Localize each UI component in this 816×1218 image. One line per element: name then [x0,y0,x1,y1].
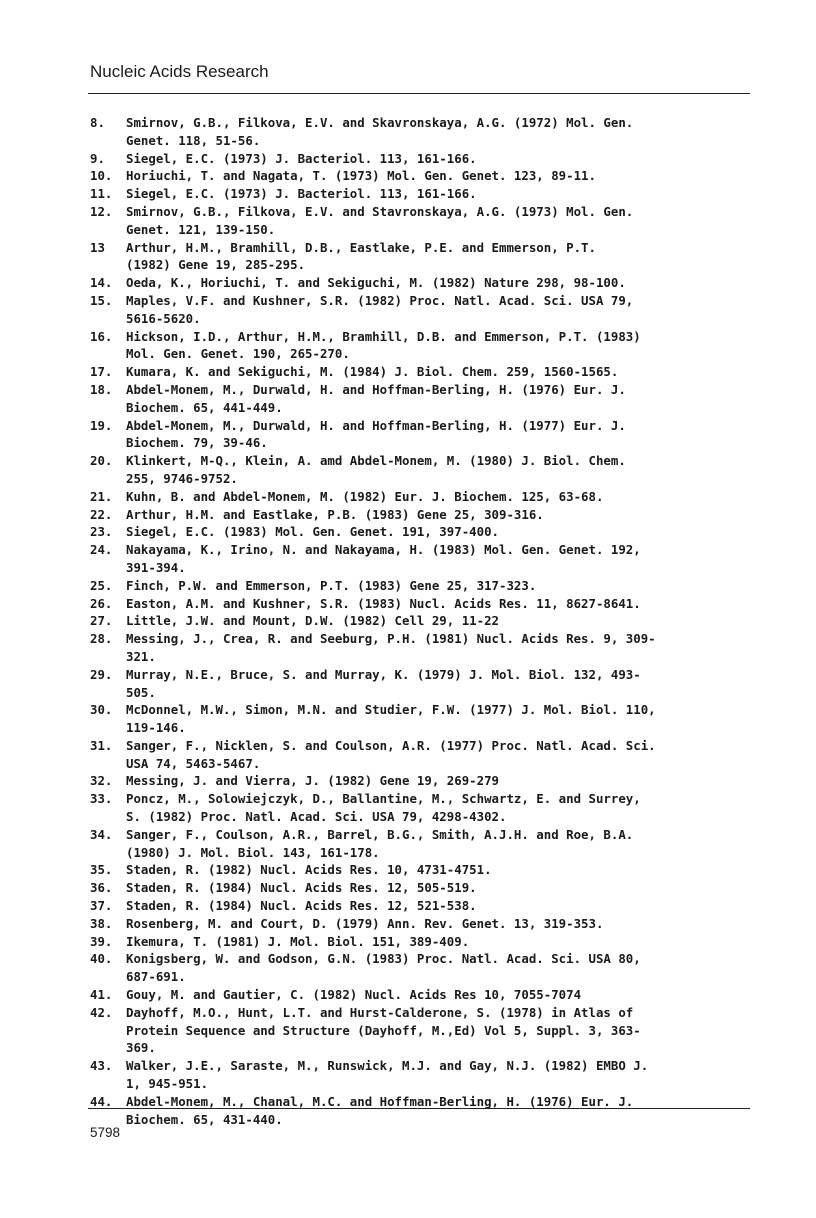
reference-text: Siegel, E.C. (1983) Mol. Gen. Genet. 191, 397-400. [126,524,499,540]
reference-number: 19. [90,417,113,433]
reference-number: 42. [90,1004,113,1020]
reference-text: Sanger, F., Coulson, A.R., Barrel, B.G., Smith, A.J.H. and Roe, B.A. (1980) J. Mol. Biol. 143, 161-178. [126,826,634,860]
reference-text: Staden, R. (1984) Nucl. Acids Res. 12, 505-519. [126,880,477,896]
reference-item [90,790,730,826]
reference-text: Messing, J., Crea, R. and Seeburg, P.H. (1981) Nucl. Acids Res. 9, 309- 321. [126,631,656,664]
reference-text: Klinkert, M-Q., Klein, A. amd Abdel-Monem, M. (1980) J. Biol. Chem. 255, 9746-9752. [126,453,626,486]
reference-text: Abdel-Monem, M., Durwald, H. and Hoffman-Berling, H. (1976) Eur. J. Biochem. 65, 441-449. [126,381,626,415]
reference-text: Gouy, M. and Gautier, C. (1982) Nucl. Acids Res 10, 7055-7074 [126,987,582,1003]
reference-text: Konigsberg, W. and Godson, G.N. (1983) Proc. Natl. Acad. Sci. USA 80, 687-691. [126,951,641,985]
reference-item [90,506,730,524]
reference-number: 12. [90,203,113,219]
reference-item [90,488,730,506]
reference-text: Little, J.W. and Mount, D.W. (1982) Cell 29, 11-22 [126,613,499,629]
reference-item [90,328,730,364]
reference-number: 29. [90,666,113,682]
reference-item [90,541,730,577]
reference-item [90,1093,730,1129]
page-number: 5798 [90,1125,121,1140]
reference-item [90,167,730,185]
reference-item [90,274,730,292]
reference-text: Sanger, F., Nicklen, S. and Coulson, A.R. (1977) Proc. Natl. Acad. Sci. USA 74, 5463-5467. [126,737,656,771]
reference-item [90,701,730,737]
reference-number: 22. [90,506,113,522]
reference-text: Smirnov, G.B., Filkova, E.V. and Stavronskaya, A.G. (1973) Mol. Gen. Genet. 121, 139-150. [126,203,634,237]
reference-text: Smirnov, G.B., Filkova, E.V. and Skavronskaya, A.G. (1972) Mol. Gen. Genet. 118, 51-56. [126,115,634,148]
reference-item [90,417,730,453]
reference-text: Easton, A.M. and Kushner, S.R. (1983) Nucl. Acids Res. 11, 8627-8641. [126,595,641,611]
reference-number: 18. [90,381,113,397]
reference-item [90,986,730,1004]
reference-item [90,292,730,328]
reference-number: 23. [90,524,113,540]
reference-text: Abdel-Monem, M., Chanal, M.C. and Hoffman-Berling, H. (1976) Eur. J. Biochem. 65, 431-440. [126,1093,634,1127]
reference-text: Kuhn, B. and Abdel-Monem, M. (1982) Eur. J. Biochem. 125, 63-68. [126,488,604,504]
reference-item [90,933,730,951]
reference-item [90,203,730,239]
reference-item [90,363,730,381]
reference-number: 14. [90,275,113,291]
reference-text: Maples, V.F. and Kushner, S.R. (1982) Proc. Natl. Acad. Sci. USA 79, 5616-5620. [126,292,634,326]
reference-number: 20. [90,453,113,469]
journal-header: Nucleic Acids Research [90,62,269,81]
reference-number: 17. [90,364,113,380]
reference-number: 34. [90,826,113,842]
reference-text: Nakayama, K., Irino, N. and Nakayama, H. (1983) Mol. Gen. Genet. 192, 391-394. [126,542,641,575]
reference-text: Siegel, E.C. (1973) J. Bacteriol. 113, 161-166. [126,150,477,166]
reference-text: Abdel-Monem, M., Durwald, H. and Hoffman-Berling, H. (1977) Eur. J. Biochem. 79, 39-46. [126,417,626,451]
reference-number: 38. [90,915,113,931]
reference-text: Walker, J.E., Saraste, M., Runswick, M.J. and Gay, N.J. (1982) EMBO J. 1, 945-951. [126,1058,649,1092]
reference-item [90,239,730,275]
reference-number: 44. [90,1093,113,1109]
reference-item [90,185,730,203]
reference-number: 27. [90,613,113,629]
reference-text: Messing, J. and Vierra, J. (1982) Gene 19, 269-279 [126,773,499,789]
reference-item [90,612,730,630]
reference-number: 26. [90,595,113,611]
reference-number: 10. [90,168,113,184]
reference-item [90,150,730,168]
reference-number: 11. [90,186,113,202]
reference-text: Rosenberg, M. and Court, D. (1979) Ann. Rev. Genet. 13, 319-353. [126,915,604,931]
reference-text: Arthur, H.M. and Eastlake, P.B. (1983) Gene 25, 309-316. [126,506,544,522]
reference-item [90,1004,730,1057]
reference-text: Staden, R. (1982) Nucl. Acids Res. 10, 4731-4751. [126,862,492,878]
reference-number: 40. [90,951,113,967]
reference-number: 41. [90,987,113,1003]
reference-number: 33. [90,791,113,807]
reference-item [90,452,730,488]
reference-text: Dayhoff, M.O., Hunt, L.T. and Hurst-Calderone, S. (1978) in Atlas of Protein Sequence and Structure (Dayhoff, M.,Ed) Vol 5, Suppl. 3, 363- 369. [126,1004,641,1056]
reference-number: 9. [90,150,105,166]
reference-item [90,897,730,915]
reference-item [90,950,730,986]
header-rule [88,93,750,94]
reference-number: 35. [90,862,113,878]
reference-text: Horiuchi, T. and Nagata, T. (1973) Mol. Gen. Genet. 123, 89-11. [126,168,596,184]
reference-item [90,523,730,541]
reference-number: 13 [90,239,105,255]
reference-text: Arthur, H.M., Bramhill, D.B., Eastlake, P.E. and Emmerson, P.T. (1982) Gene 19, 285-295. [126,239,596,273]
footer-rule [88,1108,750,1109]
reference-number: 31. [90,737,113,753]
reference-text: Siegel, E.C. (1973) J. Bacteriol. 113, 161-166. [126,186,477,202]
reference-text: Ikemura, T. (1981) J. Mol. Biol. 151, 389-409. [126,933,470,949]
reference-item [90,1057,730,1093]
reference-item [90,114,730,150]
reference-text: McDonnel, M.W., Simon, M.N. and Studier, F.W. (1977) J. Mol. Biol. 110, 119-146. [126,702,656,736]
reference-number: 28. [90,631,113,647]
reference-number: 8. [90,115,105,130]
reference-list [90,114,730,1128]
reference-item [90,737,730,773]
reference-item [90,879,730,897]
reference-item [90,826,730,862]
reference-item [90,630,730,666]
reference-number: 30. [90,702,113,718]
reference-item [90,595,730,613]
reference-item [90,915,730,933]
reference-number: 15. [90,292,113,308]
reference-item [90,381,730,417]
reference-text: Staden, R. (1984) Nucl. Acids Res. 12, 521-538. [126,898,477,914]
reference-number: 16. [90,328,113,344]
reference-number: 24. [90,542,113,558]
reference-text: Murray, N.E., Bruce, S. and Murray, K. (1979) J. Mol. Biol. 132, 493- 505. [126,666,641,700]
reference-number: 43. [90,1058,113,1074]
reference-number: 39. [90,933,113,949]
reference-number: 37. [90,898,113,914]
reference-text: Finch, P.W. and Emmerson, P.T. (1983) Gene 25, 317-323. [126,577,537,593]
reference-number: 32. [90,773,113,789]
reference-item [90,666,730,702]
reference-text: Hickson, I.D., Arthur, H.M., Bramhill, D.B. and Emmerson, P.T. (1983) Mol. Gen. Genet. 190, 265-270. [126,328,641,362]
reference-item [90,861,730,879]
reference-text: Poncz, M., Solowiejczyk, D., Ballantine, M., Schwartz, E. and Surrey, S. (1982) Proc. Natl. Acad. Sci. USA 79, 4298-4302. [126,791,641,825]
reference-number: 25. [90,577,113,593]
reference-text: Kumara, K. and Sekiguchi, M. (1984) J. Biol. Chem. 259, 1560-1565. [126,364,619,380]
reference-item [90,772,730,790]
reference-text: Oeda, K., Horiuchi, T. and Sekiguchi, M. (1982) Nature 298, 98-100. [126,275,626,291]
reference-item [90,577,730,595]
reference-number: 21. [90,488,113,504]
reference-number: 36. [90,880,113,896]
